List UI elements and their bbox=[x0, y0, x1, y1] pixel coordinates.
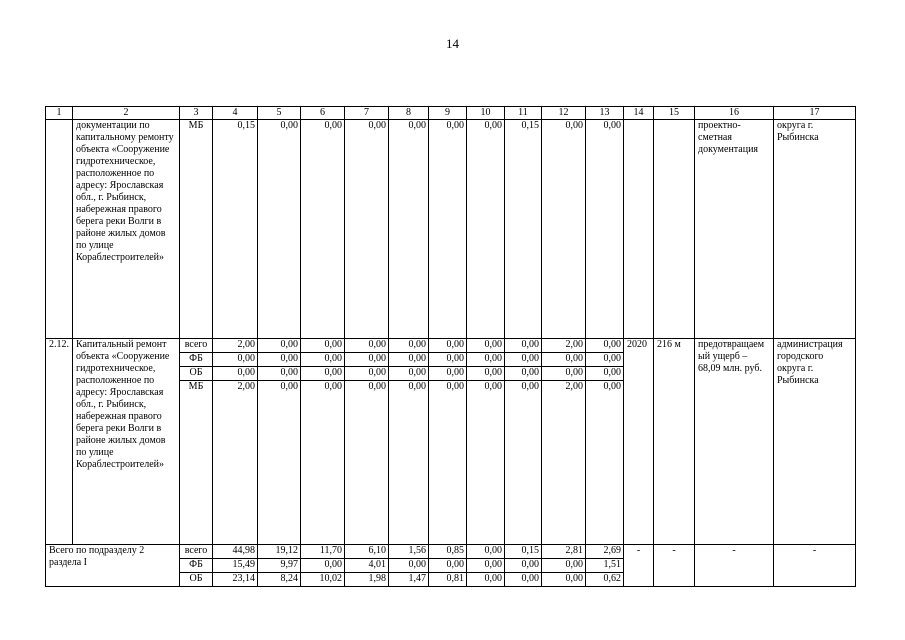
page-number: 14 bbox=[446, 36, 459, 51]
year-cell bbox=[624, 120, 654, 339]
col-header: 4 bbox=[213, 107, 258, 120]
value-cell: 2,69 bbox=[586, 545, 624, 559]
value-cell: 9,97 bbox=[258, 559, 301, 573]
value-cell: 0,00 bbox=[389, 559, 429, 573]
value-cell: 0,62 bbox=[586, 573, 624, 587]
value-cell: 0,00 bbox=[586, 353, 624, 367]
value-cell: 0,00 bbox=[345, 120, 389, 339]
value-cell: 0,00 bbox=[429, 120, 467, 339]
value-cell: 0,00 bbox=[213, 367, 258, 381]
col-header: 7 bbox=[345, 107, 389, 120]
value-cell: 0,00 bbox=[542, 120, 586, 339]
value-cell: 0,85 bbox=[429, 545, 467, 559]
row-number-cell bbox=[46, 120, 73, 339]
funding-source: ОБ bbox=[180, 573, 213, 587]
value-cell: 0,00 bbox=[345, 367, 389, 381]
value-cell: 1,51 bbox=[586, 559, 624, 573]
value-cell: 0,00 bbox=[429, 353, 467, 367]
col-header: 11 bbox=[505, 107, 542, 120]
value-cell: 0,00 bbox=[467, 573, 505, 587]
value-cell: 15,49 bbox=[213, 559, 258, 573]
col-header: 8 bbox=[389, 107, 429, 120]
value-cell: 0,00 bbox=[301, 339, 345, 353]
value-cell: 0,00 bbox=[467, 120, 505, 339]
result-cell: проектно-сметная документация bbox=[695, 120, 774, 339]
value-cell: 0,00 bbox=[542, 367, 586, 381]
col-header: 6 bbox=[301, 107, 345, 120]
value-cell: 0,00 bbox=[467, 381, 505, 545]
value-cell: 2,00 bbox=[213, 339, 258, 353]
value-cell: 0,00 bbox=[389, 353, 429, 367]
value-cell: 0,15 bbox=[505, 545, 542, 559]
col-header: 14 bbox=[624, 107, 654, 120]
value-cell: 0,00 bbox=[586, 367, 624, 381]
value-cell: 0,00 bbox=[467, 339, 505, 353]
value-cell: 0,00 bbox=[467, 367, 505, 381]
value-cell: 0,15 bbox=[213, 120, 258, 339]
value-cell: 0,00 bbox=[542, 353, 586, 367]
value-cell: 2,00 bbox=[542, 339, 586, 353]
value-cell: 0,00 bbox=[542, 573, 586, 587]
table-row bbox=[46, 120, 856, 339]
funding-source: всего bbox=[180, 545, 213, 559]
value-cell: 0,00 bbox=[301, 559, 345, 573]
value-cell: 8,24 bbox=[258, 573, 301, 587]
value-cell: 0,00 bbox=[505, 559, 542, 573]
result-cell: предотвращаемый ущерб – 68,09 млн. руб. bbox=[695, 339, 774, 545]
value-cell: 0,00 bbox=[467, 545, 505, 559]
value-cell: 0,00 bbox=[258, 367, 301, 381]
col-header: 17 bbox=[774, 107, 856, 120]
value-cell: 0,00 bbox=[258, 339, 301, 353]
executor-cell: администрация городского округа г. Рыбинска bbox=[774, 339, 856, 545]
value-cell: 2,00 bbox=[542, 381, 586, 545]
value-cell: 10,02 bbox=[301, 573, 345, 587]
value-cell: 1,56 bbox=[389, 545, 429, 559]
value-cell: 0,00 bbox=[345, 381, 389, 545]
value-cell: 0,00 bbox=[213, 353, 258, 367]
col-header: 1 bbox=[46, 107, 73, 120]
column-number-row bbox=[46, 107, 856, 120]
value-cell: 0,00 bbox=[258, 353, 301, 367]
value-cell: 2,81 bbox=[542, 545, 586, 559]
col-header: 3 bbox=[180, 107, 213, 120]
funding-source: ОБ bbox=[180, 367, 213, 381]
value-cell: 0,00 bbox=[389, 120, 429, 339]
value-cell: 0,00 bbox=[301, 353, 345, 367]
col-header: 12 bbox=[542, 107, 586, 120]
value-cell: 1,98 bbox=[345, 573, 389, 587]
value-cell: 0,00 bbox=[345, 339, 389, 353]
value-cell: 0,00 bbox=[429, 367, 467, 381]
table-row bbox=[46, 545, 856, 559]
value-cell: 0,15 bbox=[505, 120, 542, 339]
funding-source: МБ bbox=[180, 381, 213, 545]
col-header: 16 bbox=[695, 107, 774, 120]
funding-source: ФБ bbox=[180, 559, 213, 573]
value-cell: 0,00 bbox=[345, 353, 389, 367]
col-header: 10 bbox=[467, 107, 505, 120]
value-cell: 6,10 bbox=[345, 545, 389, 559]
value-cell: 0,00 bbox=[301, 120, 345, 339]
value-cell: 0,00 bbox=[467, 559, 505, 573]
row-number: 2.12. bbox=[46, 339, 73, 545]
value-cell: 0,00 bbox=[389, 381, 429, 545]
table-row bbox=[46, 339, 856, 353]
value-cell: 0,00 bbox=[505, 339, 542, 353]
value-cell: 11,70 bbox=[301, 545, 345, 559]
funding-source: ФБ bbox=[180, 353, 213, 367]
value-cell: 0,00 bbox=[505, 367, 542, 381]
value-cell: 0,00 bbox=[467, 353, 505, 367]
value-cell: 0,00 bbox=[505, 573, 542, 587]
col-header: 5 bbox=[258, 107, 301, 120]
value-cell: 0,00 bbox=[586, 381, 624, 545]
program-table bbox=[45, 106, 856, 587]
value-cell: 0,00 bbox=[542, 559, 586, 573]
value-cell: 0,81 bbox=[429, 573, 467, 587]
length-cell bbox=[654, 120, 695, 339]
value-cell: 44,98 bbox=[213, 545, 258, 559]
total-label: Всего по подразделу 2 раздела I bbox=[46, 545, 180, 587]
dash-cell: - bbox=[624, 545, 654, 587]
value-cell: 19,12 bbox=[258, 545, 301, 559]
row-description: документации по капитальному ремонту объекта «Сооружение гидротехническое, расположенное по адресу: Ярославская обл., г. Рыбинск, набережная правого берега реки Волги в районе жилых домов по улице Кораблестроителей» bbox=[73, 120, 180, 339]
value-cell: 0,00 bbox=[258, 120, 301, 339]
value-cell: 0,00 bbox=[301, 381, 345, 545]
funding-source: всего bbox=[180, 339, 213, 353]
value-cell: 4,01 bbox=[345, 559, 389, 573]
value-cell: 0,00 bbox=[301, 367, 345, 381]
col-header: 2 bbox=[73, 107, 180, 120]
value-cell: 0,00 bbox=[389, 339, 429, 353]
col-header: 9 bbox=[429, 107, 467, 120]
value-cell: 0,00 bbox=[429, 381, 467, 545]
value-cell: 0,00 bbox=[429, 339, 467, 353]
dash-cell: - bbox=[695, 545, 774, 587]
value-cell: 2,00 bbox=[213, 381, 258, 545]
dash-cell: - bbox=[654, 545, 695, 587]
year-cell: 2020 bbox=[624, 339, 654, 545]
value-cell: 23,14 bbox=[213, 573, 258, 587]
value-cell: 0,00 bbox=[258, 381, 301, 545]
value-cell: 0,00 bbox=[505, 353, 542, 367]
executor-cell: округа г. Рыбинска bbox=[774, 120, 856, 339]
value-cell: 0,00 bbox=[505, 381, 542, 545]
col-header: 13 bbox=[586, 107, 624, 120]
value-cell: 0,00 bbox=[586, 120, 624, 339]
col-header: 15 bbox=[654, 107, 695, 120]
value-cell: 0,00 bbox=[389, 367, 429, 381]
dash-cell: - bbox=[774, 545, 856, 587]
value-cell: 0,00 bbox=[586, 339, 624, 353]
length-cell: 216 м bbox=[654, 339, 695, 545]
value-cell: 0,00 bbox=[429, 559, 467, 573]
value-cell: 1,47 bbox=[389, 573, 429, 587]
row-description: Капитальный ремонт объекта «Сооружение гидротехническое, расположенное по адресу: Ярославская обл., г. Рыбинск, набережная правого берега реки Волги в районе жилых домов по улице Кораблестроителей» bbox=[73, 339, 180, 545]
funding-source: МБ bbox=[180, 120, 213, 339]
